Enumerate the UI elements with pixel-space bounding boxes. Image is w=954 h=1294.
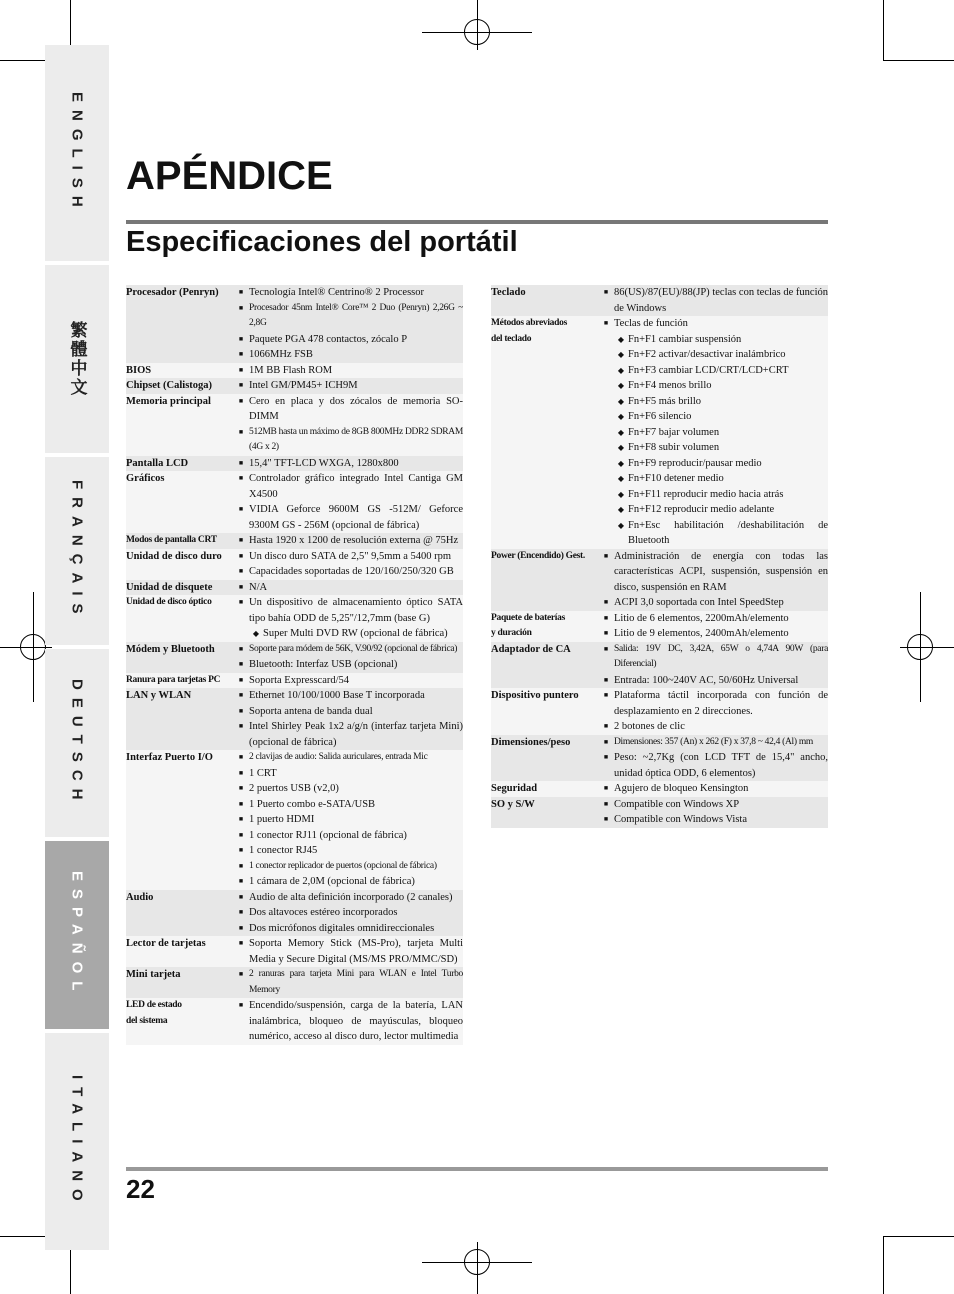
spec-row (126, 936, 463, 967)
square-bullet-icon: ■ (238, 784, 244, 792)
spec-item (598, 332, 828, 348)
spec-row (126, 750, 463, 890)
diamond-bullet-icon: ◆ (617, 489, 625, 499)
diamond-bullet-icon: ◆ (617, 334, 625, 344)
spec-item-text: 1 Puerto combo e-SATA/USB (249, 798, 376, 810)
crop-mark (883, 0, 884, 60)
square-bullet-icon: ■ (238, 396, 244, 405)
spec-item (598, 456, 828, 472)
square-bullet-icon: ■ (238, 970, 244, 978)
square-bullet-icon: ■ (603, 288, 609, 296)
spec-item-text: 2 puertos USB (v2,0) (249, 783, 339, 794)
spec-item (233, 363, 463, 379)
square-bullet-icon: ■ (238, 536, 244, 544)
spec-item-text: Soporta Memory Stick (MS-Pro), tarjeta Multi Media y Secure Digital (MS/MS PRO/MMC/SD) (249, 938, 463, 965)
square-bullet-icon: ■ (603, 644, 609, 653)
spec-row (126, 998, 463, 1045)
spec-item (233, 642, 463, 658)
square-bullet-icon: ■ (238, 706, 244, 715)
spec-row (126, 285, 463, 363)
spec-item-text: Dos micrófonos digitales omnidireccionales (249, 922, 435, 934)
spec-item-text: Litio de 6 elementos, 2200mAh/elemento (614, 612, 789, 624)
spec-item (233, 673, 463, 689)
diamond-bullet-icon: ◆ (617, 505, 625, 514)
spec-item-text: 1 CRT (249, 767, 277, 779)
spec-item-text: 1 puerto HDMI (249, 814, 315, 825)
square-bullet-icon: ■ (238, 799, 244, 808)
spec-item-text: Litio de 9 elementos, 2400mAh/elemento (614, 628, 789, 639)
spec-item-text: Fn+F9 reproducir/pausar medio (628, 457, 762, 469)
spec-item-text: Dimensiones: 357 (An) x 262 (F) x 37,8 ~ 42,4 (Al) mm (614, 736, 814, 747)
spec-item-text: Super Multi DVD RW (opcional de fábrica) (263, 628, 448, 639)
square-bullet-icon: ■ (238, 753, 244, 761)
square-bullet-icon: ■ (238, 923, 244, 932)
spec-label: LAN y WLAN (126, 690, 192, 701)
square-bullet-icon: ■ (238, 877, 244, 885)
spec-item-text: Audio de alta definición incorporado (2 canales) (249, 891, 453, 903)
spec-label: SO y S/W (491, 798, 535, 810)
spec-item (233, 285, 463, 301)
square-bullet-icon: ■ (238, 675, 244, 684)
square-bullet-icon: ■ (603, 598, 609, 606)
diamond-bullet-icon: ◆ (617, 458, 625, 468)
tab-label: 繁體中文 (67, 321, 87, 397)
spec-item-text: Entrada: 100~240V AC, 50/60Hz Universal (614, 674, 799, 686)
spec-item-text: Soporta Expresscard/54 (249, 674, 350, 686)
spec-row (126, 363, 463, 379)
spec-item-text: Cero en placa y dos zócalos de memoria SO-DIMM (249, 395, 463, 422)
spec-row (126, 967, 463, 998)
spec-item (598, 549, 828, 596)
spec-item (233, 301, 463, 332)
spec-item-text: Fn+F2 activar/desactivar inalámbrico (628, 349, 786, 360)
tab-label: ITALIANO (68, 1074, 86, 1209)
spec-item (233, 828, 463, 844)
square-bullet-icon: ■ (238, 722, 244, 730)
spec-item (598, 673, 828, 689)
spec-item (233, 657, 463, 673)
language-tabs (45, 45, 109, 1250)
spec-item (598, 781, 828, 797)
spec-item-text: Capacidades soportadas de 120/160/250/320 GB (249, 566, 454, 577)
square-bullet-icon: ■ (603, 675, 609, 684)
diamond-bullet-icon: ◆ (252, 629, 260, 638)
diamond-bullet-icon: ◆ (617, 396, 625, 406)
tab-french[interactable] (45, 457, 109, 645)
spec-item-text: Soporta antena de banda dual (249, 705, 373, 717)
spec-item-text: Controlador gráfico integrado Intel Cantiga GM X4500 (249, 473, 463, 500)
spec-label: Audio (126, 891, 154, 903)
spec-item (233, 921, 463, 937)
spec-item (233, 905, 463, 921)
square-bullet-icon: ■ (238, 505, 244, 513)
spec-label: Dispositivo puntero (491, 690, 579, 701)
square-bullet-icon: ■ (238, 815, 244, 823)
crop-mark (883, 60, 954, 61)
spec-row (126, 595, 463, 642)
spec-item (598, 626, 828, 642)
spec-item (233, 347, 463, 363)
spec-row (491, 781, 828, 797)
spec-item-text: Bluetooth: Interfaz USB (opcional) (249, 659, 398, 670)
spec-item (233, 471, 463, 502)
spec-item (233, 425, 463, 456)
spec-item-text: Ethernet 10/100/1000 Base T incorporada (249, 690, 425, 701)
spec-label: BIOS (126, 364, 152, 376)
spec-item (598, 611, 828, 627)
spec-label: Pantalla LCD (126, 457, 189, 469)
spec-item (233, 595, 463, 626)
spec-item (598, 812, 828, 828)
spec-item-text: Un disco duro SATA de 2,5" 9,5mm a 5400 rpm (249, 550, 452, 562)
spec-item (598, 518, 828, 549)
square-bullet-icon: ■ (238, 350, 244, 358)
spec-item (233, 564, 463, 580)
spec-label: Unidad de disco óptico (126, 597, 212, 607)
spec-item (233, 998, 463, 1045)
spec-item (598, 595, 828, 611)
spec-item-text: Plataforma táctil incorporada con función de desplazamiento en 2 direcciones. (614, 690, 828, 717)
spec-item-text: Fn+F1 cambiar suspensión (628, 333, 742, 345)
spec-item (233, 843, 463, 859)
crop-mark (883, 1236, 884, 1294)
spec-row (126, 394, 463, 456)
spec-item (598, 394, 828, 410)
spec-label: Mini tarjeta (126, 969, 181, 980)
spec-item (233, 533, 463, 549)
spec-item-text: Tecnología Intel® Centrino® 2 Processor (249, 287, 425, 298)
page-number: 22 (126, 1174, 155, 1204)
spec-label: Seguridad (491, 783, 538, 794)
spec-item (598, 285, 828, 316)
spec-item (233, 859, 463, 875)
spec-label: Power (Encendido) Gest. (491, 550, 585, 561)
spec-item-text: Administración de energía con todas las características ACPI, suspensión, suspensión en disco, suspensión en RAM (614, 550, 828, 593)
spec-item-text: ACPI 3,0 soportada con Intel SpeedStep (614, 597, 784, 608)
spec-row (491, 285, 828, 316)
spec-item (598, 502, 828, 518)
spec-item-text: 1 cámara de 2,0M (opcional de fábrica) (249, 876, 415, 887)
spec-label: Procesador (Penryn) (126, 287, 219, 298)
spec-item-text: 15,4" TFT-LCD WXGA, 1280x800 (249, 457, 399, 469)
spec-item-text: Compatible con Windows XP (614, 798, 740, 810)
spec-row (126, 549, 463, 580)
spec-item (233, 378, 463, 394)
spec-item-text: Intel GM/PM45+ ICH9M (249, 380, 358, 391)
diamond-bullet-icon: ◆ (617, 350, 625, 359)
spec-label: Gráficos (126, 473, 165, 484)
square-bullet-icon: ■ (238, 334, 244, 343)
square-bullet-icon: ■ (238, 598, 244, 606)
square-bullet-icon: ■ (238, 288, 244, 296)
spec-item (598, 409, 828, 425)
square-bullet-icon: ■ (603, 737, 609, 746)
spec-item (598, 378, 828, 394)
square-bullet-icon: ■ (238, 1001, 244, 1009)
spec-item (233, 456, 463, 472)
spec-item-text: Peso: ~2,7Kg (con LCD TFT de 15,4" ancho, unidad óptica ODD, 6 elementos) (614, 752, 828, 779)
spec-item-text: Fn+Esc habilitación /deshabilitación de Bluetooth (628, 519, 828, 546)
spec-item-text: Encendido/suspensión, carga de la batería, LAN inalámbrica, bloqueo de mayúsculas, bloqueo numérico, acceso al disco duro, lector multimedia (249, 1000, 463, 1042)
spec-item-text: Salida: 19V DC, 3,42A, 65W o 4,74A 90W (para Diferencial) (614, 643, 828, 669)
spec-row (126, 642, 463, 673)
spec-row (126, 378, 463, 394)
spec-label: Módem y Bluetooth (126, 643, 215, 655)
spec-item (598, 363, 828, 379)
spec-label: Unidad de disquete (126, 581, 213, 593)
spec-label: Lector de tarjetas (126, 938, 206, 949)
spec-row (126, 890, 463, 937)
spec-item-text: Un dispositivo de almacenamiento óptico SATA tipo bahía ODD de 5,25"/12,7mm (base G) (249, 597, 463, 624)
spec-item (233, 936, 463, 967)
spec-row (126, 580, 463, 596)
spec-row (126, 471, 463, 533)
tab-english[interactable] (45, 45, 109, 261)
spec-item (598, 316, 828, 332)
spec-item-text: 1M BB Flash ROM (249, 364, 333, 376)
spec-label: Ranura para tarjetas PC (126, 674, 221, 685)
tab-chinese[interactable] (45, 265, 109, 453)
square-bullet-icon: ■ (238, 582, 244, 591)
spec-item-text: Fn+F11 reproducir medio hacia atrás (628, 488, 784, 500)
spec-item-text: N/A (249, 581, 268, 593)
spec-item-text: 512MB hasta un máximo de 8GB 800MHz DDR2 SDRAM (4G x 2) (249, 426, 463, 452)
spec-row (126, 688, 463, 750)
square-bullet-icon: ■ (238, 830, 244, 839)
spec-row (126, 456, 463, 472)
spec-table-left (126, 285, 463, 1045)
spec-item-text: Soporte para módem de 56K, V.90/92 (opcional de fábrica) (249, 643, 458, 654)
spec-item-text: 1066MHz FSB (249, 349, 313, 360)
spec-item (233, 580, 463, 596)
spec-row (491, 316, 828, 549)
registration-mark (464, 1249, 490, 1275)
spec-item (598, 347, 828, 363)
tab-label: FRANÇAIS (68, 480, 86, 622)
square-bullet-icon: ■ (238, 551, 244, 560)
square-bullet-icon: ■ (603, 629, 609, 637)
spec-label: Unidad de disco duro (126, 550, 222, 562)
spec-item (233, 781, 463, 797)
spec-item-text: Procesador 45nm Intel® Core™ 2 Duo (Penryn) 2,26G ~ 2,8G (249, 302, 463, 328)
spec-item (598, 735, 828, 751)
square-bullet-icon: ■ (238, 381, 244, 389)
square-bullet-icon: ■ (238, 908, 244, 916)
spec-item-text: Fn+F10 detener medio (628, 473, 724, 484)
spec-item (233, 626, 463, 642)
tab-label: DEUTSCH (68, 678, 86, 808)
square-bullet-icon: ■ (603, 799, 609, 808)
spec-item-text: Fn+F8 subir volumen (628, 442, 720, 453)
spec-item-text: 86(US)/87(EU)/88(JP) teclas con teclas de función de Windows (614, 287, 828, 314)
spec-item-text: 1 conector RJ11 (opcional de fábrica) (249, 829, 407, 841)
tab-label: ESPAÑOL (68, 871, 86, 999)
spec-item-text: Fn+F3 cambiar LCD/CRT/LCD+CRT (628, 364, 789, 376)
tab-label: ENGLISH (68, 91, 86, 215)
spec-item-text: 1 conector RJ45 (249, 845, 318, 856)
square-bullet-icon: ■ (238, 691, 244, 699)
tab-italian[interactable] (45, 1033, 109, 1250)
square-bullet-icon: ■ (238, 644, 244, 653)
registration-mark (464, 19, 490, 45)
spec-label: LED de estado del sistema (126, 1000, 182, 1026)
diamond-bullet-icon: ◆ (617, 412, 625, 421)
square-bullet-icon: ■ (238, 939, 244, 947)
spec-item (233, 890, 463, 906)
spec-item (598, 471, 828, 487)
square-bullet-icon: ■ (238, 846, 244, 854)
spec-item (598, 797, 828, 813)
diamond-bullet-icon: ◆ (617, 427, 625, 437)
square-bullet-icon: ■ (238, 427, 244, 436)
diamond-bullet-icon: ◆ (617, 443, 625, 452)
spec-row (491, 611, 828, 642)
spec-item-text: 2 clavijas de audio: Salida auriculares, entrada Mic (249, 752, 428, 762)
diamond-bullet-icon: ◆ (617, 365, 625, 375)
divider (126, 1167, 828, 1171)
diamond-bullet-icon: ◆ (617, 474, 625, 483)
spec-item-text: 2 ranuras para tarjeta Mini para WLAN e Intel Turbo Memory (249, 969, 463, 995)
spec-item-text: Fn+F7 bajar volumen (628, 426, 720, 438)
square-bullet-icon: ■ (238, 567, 244, 575)
spec-item (598, 642, 828, 673)
spec-row (126, 673, 463, 689)
registration-mark (907, 634, 933, 660)
spec-label: Métodos abreviados del teclado (491, 318, 567, 344)
spec-item (598, 440, 828, 456)
spec-item-text: Dos altavoces estéreo incorporados (249, 907, 398, 918)
spec-item (233, 688, 463, 704)
square-bullet-icon: ■ (603, 784, 609, 792)
diamond-bullet-icon: ◆ (617, 520, 625, 530)
spec-item (233, 549, 463, 565)
spec-item (233, 874, 463, 890)
spec-item-text: Fn+F4 menos brillo (628, 380, 712, 391)
square-bullet-icon: ■ (238, 768, 244, 777)
square-bullet-icon: ■ (603, 815, 609, 823)
spec-item-text: Fn+F5 más brillo (628, 395, 702, 407)
square-bullet-icon: ■ (238, 303, 244, 312)
spec-label: Chipset (Calistoga) (126, 380, 213, 391)
spec-item (598, 425, 828, 441)
spec-item-text: Fn+F6 silencio (628, 411, 692, 422)
square-bullet-icon: ■ (603, 753, 609, 761)
spec-item-text: Fn+F12 reproducir medio adelante (628, 504, 775, 515)
spec-item-text: Paquete PGA 478 contactos, zócalo P (249, 333, 408, 345)
spec-item (598, 719, 828, 735)
spec-label: Paquete de baterías y duración (491, 612, 565, 638)
diamond-bullet-icon: ◆ (617, 381, 625, 390)
registration-mark (20, 634, 46, 660)
page-title: APÉNDICE (126, 154, 333, 198)
spec-row (491, 642, 828, 689)
divider (126, 220, 828, 224)
square-bullet-icon: ■ (603, 319, 609, 327)
spec-label: Interfaz Puerto I/O (126, 752, 213, 763)
spec-item (233, 812, 463, 828)
spec-item-text: Agujero de bloqueo Kensington (614, 783, 749, 794)
spec-row (126, 533, 463, 549)
spec-label: Memoria principal (126, 395, 211, 407)
spec-row (491, 797, 828, 828)
section-title: Especificaciones del portátil (126, 226, 518, 258)
spec-item (233, 797, 463, 813)
spec-item-text: Intel Shirley Peak 1x2 a/g/n (interfaz tarjeta Mini) (opcional de fábrica) (249, 721, 463, 748)
spec-row (491, 688, 828, 735)
spec-table-right (491, 285, 828, 828)
spec-item-text: Teclas de función (614, 318, 688, 329)
spec-label: Teclado (491, 287, 526, 298)
square-bullet-icon: ■ (603, 691, 609, 699)
spec-item (233, 332, 463, 348)
spec-item-text: Hasta 1920 x 1200 de resolución externa @ 75Hz (249, 535, 459, 546)
spec-item (233, 394, 463, 425)
square-bullet-icon: ■ (238, 474, 244, 482)
spec-item (233, 750, 463, 766)
spec-item (598, 688, 828, 719)
square-bullet-icon: ■ (603, 722, 609, 730)
spec-item (233, 719, 463, 750)
tab-spanish[interactable] (45, 841, 109, 1029)
spec-item-text: 1 conector replicador de puertos (opcional de fábrica) (249, 860, 437, 871)
square-bullet-icon: ■ (238, 365, 244, 374)
spec-label: Dimensiones/peso (491, 736, 571, 748)
spec-item (233, 766, 463, 782)
square-bullet-icon: ■ (603, 613, 609, 622)
tab-german[interactable] (45, 649, 109, 837)
spec-item-text: Compatible con Windows Vista (614, 814, 748, 825)
square-bullet-icon: ■ (238, 892, 244, 901)
spec-label: Modos de pantalla CRT (126, 535, 217, 545)
spec-item-text: VIDIA Geforce 9600M GS -512M/ Geforce 9300M GS - 256M (opcional de fábrica) (249, 504, 463, 531)
square-bullet-icon: ■ (238, 458, 244, 467)
spec-row (491, 735, 828, 782)
spec-label: Adaptador de CA (491, 643, 571, 655)
spec-item (233, 704, 463, 720)
spec-item-text: 2 botones de clic (614, 721, 685, 732)
square-bullet-icon: ■ (238, 861, 244, 870)
square-bullet-icon: ■ (603, 551, 609, 560)
square-bullet-icon: ■ (238, 660, 244, 668)
spec-item (598, 750, 828, 781)
spec-item (233, 502, 463, 533)
spec-item (233, 967, 463, 998)
crop-mark (883, 1236, 954, 1237)
spec-row (491, 549, 828, 611)
spec-item (598, 487, 828, 503)
